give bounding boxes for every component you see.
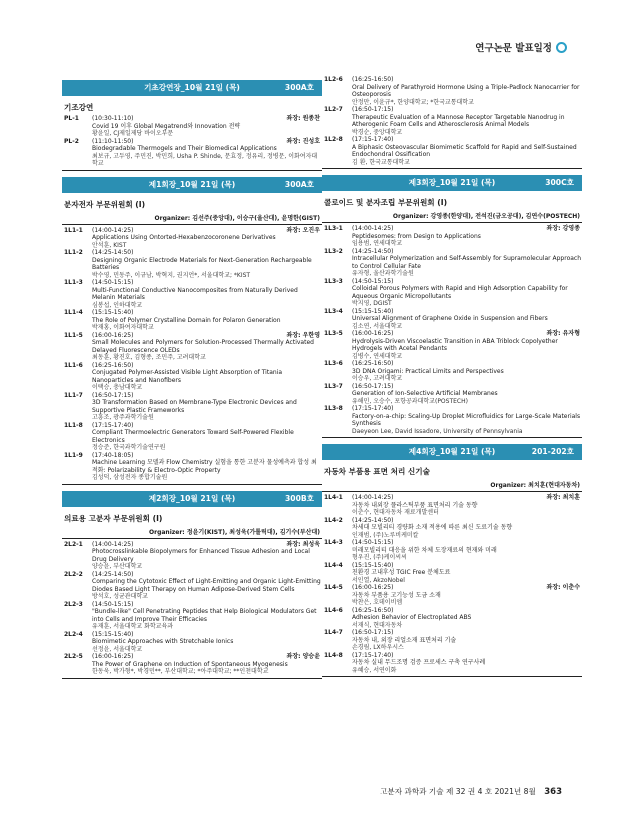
session-time: (14:25-14:50)	[352, 247, 394, 255]
session-time-line	[352, 136, 582, 144]
session-entry	[322, 278, 582, 308]
banner-title: 제1회장_10월 21일 (목)	[148, 179, 236, 189]
session-title: "Bundle-like" Cell Penetrating Peptides that Help Biological Modulators Get into Cells and Improve Their Efficacies	[92, 608, 317, 623]
session-entry	[322, 383, 582, 406]
session-chair: 좌장: 유자형	[546, 330, 580, 337]
footer-journal: 고분자 과학과 기술 제 32 권 4 호 2021년 8월	[380, 787, 536, 796]
session-entry	[62, 541, 322, 571]
session-code: 1L3-6	[324, 360, 343, 367]
circle-bullet-icon	[556, 42, 567, 53]
session-title: Conjugated Polymer-Assisted Visible Light Absorption of Titania Nanoparticles and Nanofibers	[92, 369, 283, 384]
session-chair: 좌장: 강영종	[546, 225, 580, 232]
session-body	[92, 227, 322, 250]
session-title: Comparing the Cytotoxic Effect of Light-Emitting and Organic Light-Emitting Diodes Based Light Therapy on Human Adipose-Derived Stem Cells	[92, 578, 321, 593]
session-time: (15:15-15:40)	[352, 561, 394, 569]
session-code: 1L3-7	[324, 382, 343, 390]
session-block	[62, 177, 322, 485]
session-code: 1L2-8	[324, 136, 343, 143]
banner-title: 기초강연장_10월 21일 (목)	[144, 83, 240, 92]
session-body	[92, 541, 322, 571]
session-authors: 유해민, 오승수, 포항공과대학교(POSTECH)	[352, 397, 468, 405]
session-time-line	[92, 332, 322, 340]
session-code: 2L2-5	[64, 653, 83, 660]
session-time: (17:40-18:05)	[92, 451, 134, 459]
session-title: 자동차 실내 무드조명 검증 프로세스 구축 연구사례	[352, 659, 486, 666]
session-code: 1L4-2	[324, 516, 343, 524]
session-body	[352, 584, 582, 607]
section-title: 의료용 고분자 부문위원회 (I)	[64, 513, 163, 523]
session-time-line	[92, 452, 322, 460]
session-authors: 고흥조, 광주과학기술원	[92, 414, 154, 421]
session-time-line	[92, 249, 322, 257]
session-time-line	[352, 76, 582, 84]
session-code: 1L1-7	[64, 391, 83, 399]
session-body	[352, 383, 582, 406]
session-time: (16:00-16:25)	[92, 331, 134, 339]
session-authors: 이춘수, 현대자동차 재료개발센터	[352, 509, 439, 516]
session-code: 1L2-7	[324, 106, 343, 113]
session-time-line	[352, 106, 582, 114]
session-time: (14:00-14:25)	[352, 225, 394, 232]
session-code: 1L3-4	[324, 307, 343, 315]
session-code: 2L2-1	[64, 540, 83, 548]
session-title: 자동차 내, 외장 리얼소재 표면처리 기술	[352, 636, 457, 644]
session-time-line	[352, 584, 582, 592]
session-authors: 안정만, 이윤규*, 한양대학교; *한국교통대학교	[352, 98, 474, 106]
session-body	[92, 332, 322, 362]
session-time: (15:15-15:40)	[352, 307, 394, 315]
session-authors: 유자형, 울산과학기술원	[352, 270, 414, 277]
session-chair: 좌장: 최성욱	[286, 540, 320, 548]
session-time: (14:25-14:50)	[92, 570, 134, 578]
session-entry	[322, 360, 582, 383]
session-code: 1L1-6	[64, 361, 83, 369]
session-time-line	[352, 607, 582, 615]
session-body	[92, 309, 322, 332]
session-body	[92, 601, 322, 631]
session-body	[352, 106, 582, 136]
session-entry	[62, 279, 322, 309]
session-title: Compliant Thermoelectric Generators Toward Self-Powered Flexible Electronics	[92, 429, 294, 444]
session-entry	[322, 629, 582, 652]
session-entry	[62, 115, 322, 138]
session-time: (16:50-17:15)	[92, 391, 134, 399]
session-entry	[322, 225, 582, 248]
session-time: (10:30-11:10)	[92, 115, 134, 122]
session-entry	[322, 652, 582, 675]
session-time-line	[352, 278, 582, 286]
session-time: (14:00-14:25)	[352, 494, 394, 501]
session-entry	[322, 562, 582, 585]
session-authors: 황윤일, CJ제일제당 바이오부문	[92, 130, 174, 137]
session-authors: 서재식, 현대자동차	[352, 621, 403, 629]
session-time-line	[92, 541, 322, 549]
session-title: A Biphasic Osteovascular Biomimetic Scaffold for Rapid and Self-Sustained Endochondral Ossification	[352, 143, 577, 158]
session-code: 1L4-6	[324, 606, 343, 614]
session-time-line	[352, 225, 582, 233]
session-title: 미래모빌리티 대응을 위한 차체 도장재료의 현재와 미래	[352, 546, 497, 554]
session-authors: 양승윤, 부산대학교	[92, 563, 143, 570]
session-authors: 인재범, (주)노루비케미칼	[352, 531, 419, 539]
session-body	[352, 330, 582, 360]
session-entry	[62, 392, 322, 422]
session-chair: 좌장: 최치훈	[546, 494, 580, 501]
session-authors: Daeyeon Lee, David Issadore, University of Pennsylvania	[352, 427, 523, 435]
session-body	[352, 629, 582, 652]
session-authors: 박경순, 중앙대학교	[352, 128, 403, 136]
right-column	[322, 76, 582, 683]
banner-title: 제4회장_10월 21일 (목)	[408, 447, 496, 456]
session-code: 1L3-5	[324, 330, 343, 337]
session-time-line	[92, 422, 322, 430]
session-entry	[322, 584, 582, 607]
session-title: Machine Learning 모델과 Flow Chemistry 실험을 통한 고분자 물성예측과 합성 최적화: Polarizability & Electro-Optic Property	[92, 459, 317, 474]
session-body	[352, 652, 582, 675]
session-time-line	[352, 652, 582, 660]
session-code: 1L3-1	[324, 225, 343, 232]
session-entry	[62, 631, 322, 654]
session-code: 1L1-3	[64, 279, 83, 286]
session-code: 2L2-3	[64, 600, 83, 608]
session-time: (17:15-17:40)	[352, 136, 394, 143]
session-entry	[322, 607, 582, 630]
session-block	[62, 491, 322, 679]
session-authors: 최동훈, 황진호, 김형종, 조민주, 고려대학교	[92, 354, 206, 361]
session-code: PL-2	[64, 137, 79, 145]
session-body	[92, 362, 322, 392]
session-code: 1L1-8	[64, 421, 83, 429]
session-time-line	[92, 227, 322, 235]
session-time: (16:25-16:50)	[352, 76, 394, 83]
session-code: 1L1-5	[64, 331, 83, 339]
session-entry	[322, 106, 582, 136]
session-title: Colloidal Porous Polymers with Rapid and High Adsorption Capability for Aqueous Organic Micropollutants	[352, 285, 568, 300]
session-entry	[322, 405, 582, 435]
banner-room: 300A호	[284, 179, 314, 189]
banner-room: 300C호	[545, 178, 574, 187]
session-title: Peptidesomes: from Design to Applications	[352, 232, 481, 240]
session-entry	[322, 76, 582, 106]
organizer-line: Organizer: 최치훈(현대자동차)	[322, 479, 582, 492]
session-title: Therapeutic Evaluation of a Mannose Receptor Targetable Nanodrug in Atherogenic Foam Cells and Atherosclerosis Animal Models	[352, 113, 565, 128]
block-divider	[62, 678, 322, 679]
session-code: 1L4-3	[324, 539, 343, 546]
session-body	[352, 360, 582, 383]
session-title: Universal Alignment of Graphene Oxide in Suspension and Fibers	[352, 315, 548, 322]
session-authors: 임용범, 연세대학교	[352, 240, 403, 247]
session-chair: 좌장: 원종찬	[286, 115, 320, 122]
session-chair: 좌장: 이춘수	[546, 584, 580, 591]
session-title: 자동차 내외장 플라스틱부품 표면처리 기술 동향	[352, 501, 478, 509]
session-title: Intracellular Polymerization and Self-Assembly for Supramolecular Approach to Control Cellular Fate	[352, 255, 582, 270]
session-authors: 김성덕, 삼성전자 종합기술원	[92, 474, 168, 481]
session-entry	[62, 601, 322, 631]
session-authors: 한동욱, 박가형*, 박경민**, 부산대학교; *아주대학교; **인천대학교	[92, 668, 269, 675]
session-time: (14:50-15:15)	[92, 279, 134, 286]
session-body	[352, 278, 582, 308]
session-body	[92, 138, 322, 168]
session-time-line	[92, 653, 322, 661]
session-entry	[62, 332, 322, 362]
session-code: 1L4-5	[324, 584, 343, 591]
session-time: (17:15-17:40)	[352, 405, 394, 412]
room-banner	[62, 80, 322, 96]
session-time-line	[352, 360, 582, 368]
session-time-line	[352, 405, 582, 413]
session-time-line	[92, 571, 322, 579]
session-entry	[62, 653, 322, 676]
session-block	[322, 175, 582, 438]
session-authors: 형우진, (주)케이씨씨	[352, 554, 407, 561]
session-entry	[62, 138, 322, 168]
session-code: 1L3-3	[324, 277, 343, 285]
session-authors: 김병수, 연세대학교	[352, 352, 403, 360]
session-entry	[62, 227, 322, 250]
session-time: (16:00-16:25)	[352, 330, 394, 337]
banner-title: 제2회장_10월 21일 (목)	[148, 493, 236, 503]
session-code: 1L1-1	[64, 226, 83, 234]
block-divider	[62, 170, 322, 171]
session-entry	[322, 308, 582, 331]
session-title: Adhesion Behavior of Electroplated ABS	[352, 614, 472, 621]
session-time: (16:50-17:15)	[352, 382, 394, 390]
banner-room: 300A호	[284, 83, 314, 92]
session-authors: 이택승, 충남대학교	[92, 384, 143, 391]
session-entry	[62, 571, 322, 601]
session-time-line	[352, 562, 582, 570]
section-title: 자동차 부품용 표면 처리 신기술	[324, 467, 430, 476]
organizer-line: Organizer: 정윤기(KIST), 최성욱(가톨릭대), 김기수(부산대)	[62, 526, 322, 539]
session-title: Covid 19 이후 Global Megatrend와 Innovation 전략	[92, 122, 241, 130]
session-authors: 박지영, DGIST	[352, 300, 392, 307]
session-body	[352, 405, 582, 435]
banner-room: 201-202호	[531, 447, 574, 456]
session-authors: 이승우, 고려대학교	[352, 375, 403, 382]
session-time-line	[92, 601, 322, 609]
room-banner	[322, 444, 582, 460]
session-body	[92, 571, 322, 601]
session-body	[352, 76, 582, 106]
session-time: (14:00-14:25)	[92, 540, 134, 548]
session-title: 3D DNA Origami: Practical Limits and Perspectives	[352, 367, 504, 375]
session-body	[92, 249, 322, 279]
session-code: 2L2-4	[64, 630, 83, 638]
session-time: (16:25-16:50)	[352, 606, 394, 614]
session-title: The Role of Polymer Crystalline Domain for Polaron Generation	[92, 316, 281, 324]
session-body	[352, 562, 582, 585]
session-time-line	[352, 517, 582, 525]
room-banner	[62, 491, 322, 507]
banner-room: 300B호	[285, 493, 314, 503]
banner-title: 제3회장_10월 21일 (목)	[408, 178, 496, 187]
session-title: Hydrolysis-Driven Viscoelastic Transition in ABA Triblock Copolyether Hydrogels with Acetal Pendants	[352, 337, 558, 352]
session-authors: 선정윤, 서울대학교	[92, 645, 143, 653]
session-code: 1L4-7	[324, 629, 343, 636]
session-code: 1L4-4	[324, 561, 343, 569]
session-code: 1L3-8	[324, 405, 343, 412]
session-body	[92, 392, 322, 422]
session-chair: 좌장: 진성호	[286, 137, 320, 145]
session-entry	[62, 422, 322, 452]
session-time: (14:00-14:25)	[92, 226, 134, 234]
room-banner	[322, 175, 582, 191]
session-body	[92, 452, 322, 482]
session-time-line	[352, 383, 582, 391]
session-title: 자동차 부품용 고기능성 도금 소재	[352, 591, 441, 599]
session-entry	[322, 136, 582, 166]
session-body	[352, 517, 582, 540]
session-title: Biomimetic Approaches with Stretchable Ionics	[92, 638, 234, 645]
session-time: (14:50-15:15)	[352, 539, 394, 546]
session-code: 1L4-1	[324, 494, 343, 501]
session-entry	[322, 248, 582, 278]
session-title: Photocrosslinkable Biopolymers for Enhanced Tissue Adhesion and Local Drug Delivery	[92, 548, 310, 563]
session-time: (16:25-16:50)	[92, 361, 134, 369]
session-authors: 김 환, 한국교통대학교	[352, 158, 410, 166]
session-title: Biodegradable Thermogels and Their Biomedical Applications	[92, 145, 277, 152]
session-title: Small Molecules and Polymers for Solution-Processed Thermally Activated Delayed Fluorescence OLEDs	[92, 339, 314, 354]
session-entry	[62, 452, 322, 482]
session-entry	[62, 362, 322, 392]
session-authors: 방석호, 성균관대학교	[92, 593, 148, 600]
session-block	[322, 444, 582, 677]
session-authors: 심봉섭, 인하대학교	[92, 301, 143, 309]
session-body	[352, 225, 582, 248]
session-chair: 좌장: 우한영	[286, 331, 320, 339]
session-authors: 서인열, AkzoNobel	[352, 576, 405, 584]
session-time: (11:10-11:50)	[92, 137, 134, 145]
session-time-line	[352, 308, 582, 316]
left-column	[62, 76, 322, 685]
session-chair: 좌장: 양승윤	[286, 653, 320, 660]
session-time-line	[352, 248, 582, 256]
session-time-line	[92, 362, 322, 370]
room-banner	[62, 177, 322, 193]
session-time: (16:00-16:25)	[92, 653, 134, 660]
session-body	[352, 308, 582, 331]
session-code: 1L3-2	[324, 247, 343, 255]
session-authors: 박재홍, 이화여자대학교	[92, 324, 154, 331]
session-code: 1L4-8	[324, 651, 343, 659]
session-body	[352, 494, 582, 517]
session-authors: 유재훈, 서울대학교 화학교육과	[92, 623, 174, 630]
session-authors: 손경림, LX하우시스	[352, 644, 404, 651]
session-entry	[322, 494, 582, 517]
session-body	[92, 631, 322, 654]
session-time: (15:15-15:40)	[92, 309, 134, 316]
session-code: 1L1-2	[64, 249, 83, 256]
session-time-line	[352, 330, 582, 338]
session-time: (16:25-16:50)	[352, 360, 394, 367]
section-title: 기조강연	[64, 103, 94, 112]
session-time-line	[352, 494, 582, 502]
session-body	[92, 422, 322, 452]
session-title: Generation of Ion-Selective Artificial Membranes	[352, 390, 498, 397]
session-body	[92, 279, 322, 309]
session-entry	[62, 249, 322, 279]
page-number: 363	[544, 787, 562, 797]
session-block	[62, 80, 322, 171]
session-body	[92, 115, 322, 138]
session-entry	[322, 517, 582, 540]
session-authors: 최보규, 고두영, 주민진, 박민희, Usha P. Shinde, 문효정, 정유리, 정병문, 이화여자대학교	[92, 152, 318, 167]
section-title: 콜로이드 및 분자조립 부문위원회 (I)	[324, 198, 448, 207]
session-title: Multi-Functional Conductive Nanocomposites from Naturally Derived Melanin Materials	[92, 286, 298, 301]
session-entry	[62, 309, 322, 332]
session-title: Designing Organic Electrode Materials for Next-Generation Rechargeable Batteries	[92, 256, 312, 271]
session-code: 2L2-2	[64, 570, 83, 578]
session-time: (14:25-14:50)	[352, 516, 394, 524]
session-code: 1L1-4	[64, 309, 83, 316]
session-time: (14:25-14:50)	[92, 249, 134, 256]
session-body	[352, 136, 582, 166]
session-entry	[322, 330, 582, 360]
session-time: (16:50-17:15)	[352, 629, 394, 636]
session-time-line	[92, 115, 322, 123]
session-entry	[322, 539, 582, 562]
session-time: (14:50-15:15)	[352, 277, 394, 285]
session-authors: 안석훈, KIST	[92, 241, 127, 249]
session-title: 3D Transformation Based on Membrane-Type Electronic Devices and Supportive Plastic Frameworks	[92, 399, 297, 414]
session-authors: 정승준, 한국과학기술연구원	[92, 444, 166, 451]
block-divider	[322, 676, 582, 677]
page-header	[475, 40, 567, 54]
session-code: 1L2-6	[324, 76, 343, 83]
block-divider	[322, 168, 582, 169]
session-time: (17:15-17:40)	[92, 421, 134, 429]
session-time: (17:15-17:40)	[352, 651, 394, 659]
session-authors: 박찬은, 호데이비엠	[352, 599, 403, 606]
session-authors: 유혜승, 서연이화	[352, 666, 397, 674]
section-title: 분자전자 부문위원회 (I)	[64, 199, 146, 209]
page-footer	[0, 786, 562, 797]
header-title: 연구논문 발표일정	[475, 43, 552, 54]
organizer-line: Organizer: 김선주(중앙대), 이승구(울산대), 윤명한(GIST)	[62, 212, 322, 225]
session-body	[352, 248, 582, 278]
session-chair: 좌장: 오진우	[286, 226, 320, 234]
session-body	[352, 539, 582, 562]
session-time-line	[92, 631, 322, 639]
session-body	[92, 653, 322, 676]
session-time: (14:50-15:15)	[92, 600, 134, 608]
session-time-line	[92, 309, 322, 317]
session-body	[352, 607, 582, 630]
session-time: (16:50-17:15)	[352, 106, 394, 113]
session-time: (16:00-16:25)	[352, 584, 394, 591]
session-authors: 박수영, 민동주, 이규남, 박혁지, 권지언*, 서울대학교; *KIST	[92, 271, 251, 279]
session-time-line	[92, 279, 322, 287]
block-divider	[62, 484, 322, 485]
session-title: 차세대 모빌리티 경량화 소재 적용에 따른 최신 도료기술 동향	[352, 524, 513, 531]
organizer-line: Organizer: 강영종(한양대), 전석진(금오공대), 김연수(POSTECH)	[322, 210, 582, 223]
session-time-line	[352, 629, 582, 637]
session-title: Oral Delivery of Parathyroid Hormone Using a Triple-Padlock Nanocarrier for Osteoporosis	[352, 83, 580, 98]
session-code: PL-1	[64, 115, 79, 122]
session-title: Factory-on-a-chip: Scaling-Up Droplet Microfluidics for Large-Scale Materials Synthesis	[352, 412, 581, 427]
session-time: (15:15-15:40)	[92, 630, 134, 638]
session-code: 1L1-9	[64, 451, 83, 459]
session-time-line	[92, 392, 322, 400]
session-authors: 김소연, 서울대학교	[352, 322, 403, 330]
session-title: 친환경 고내후성 TGIC Free 분체도료	[352, 569, 451, 576]
block-divider	[322, 437, 582, 438]
session-title: The Power of Graphene on Induction of Spontaneous Myogenesis	[92, 660, 288, 668]
session-time-line	[352, 539, 582, 547]
session-title: Applications Using Ontorted-Hexabenzocoronene Derivatives	[92, 234, 276, 241]
session-time-line	[92, 138, 322, 146]
